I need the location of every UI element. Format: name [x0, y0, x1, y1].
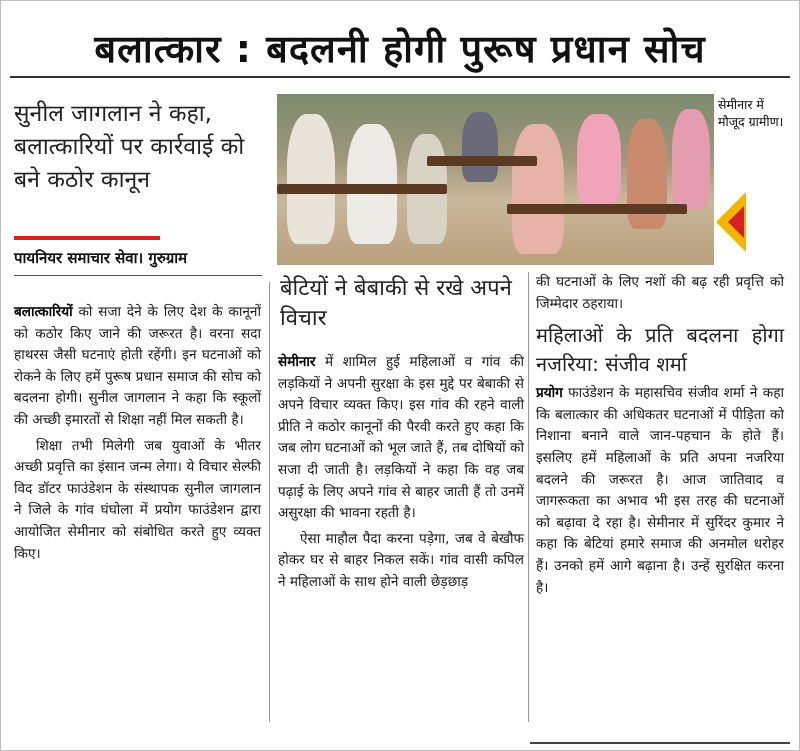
- byline: पायनियर समाचार सेवा। गुरुग्राम: [14, 249, 188, 267]
- lead-word: बलात्कारियों: [14, 304, 73, 320]
- column-divider: [269, 282, 270, 722]
- subheadline-accent-bar: [14, 236, 160, 240]
- headline-rule: [10, 76, 790, 78]
- headline: बलात्कार : बदलनी होगी पुरूष प्रधान सोच: [94, 27, 706, 71]
- lead-word: सेमीनार: [278, 354, 316, 370]
- subheadline: सुनील जागलान ने कहा, बलात्कारियों पर कार्रवाई को बने कठोर कानून: [14, 101, 245, 193]
- paragraph-text: में शामिल हुई महिलाओं व गांव की लड़कियों ने अपनी सुरक्षा के इस मुद्दे पर बेबाकी से अपने विचार व्यक्त किए। इस गांव की रहने वाली प्रीति ने कठोर कानूनों की पैरवी करते हुए कहा कि जब लोग घटनाओं को भूल जाते हैं, तब दोषियों को सजा दी जाती है। लड़कियों ने कहा कि वह जब पढ़ाई के लिए अपने गांव से बाहर जाती हैं तो उनमें असुरक्षा की भावना रहती है।: [278, 354, 524, 522]
- article-column-2: [278, 352, 524, 596]
- bottom-rule: [530, 742, 790, 744]
- paragraph-text: को सजा देने के लिए देश के कानूनों को कठोर किए जाने की जरूरत है। वरना सदा हाथरस जैसी घटनाएं होती रहेंगी। इन घटनाओं को रोकने के लिए हमें पुरूष प्रधान समाज की सोच को बदलना होगी। सुनील जागलान ने कहा कि स्कूलों की अच्छी इमारतों से शिक्षा नहीं मिल सकती है।: [14, 304, 261, 428]
- section-heading: बेटियों ने बेबाकी से रखे अपने विचार: [280, 276, 512, 331]
- photo-caption: सेमीनार में मौजूद ग्रामीण।: [718, 97, 784, 129]
- paragraph: की घटनाओं के लिए नशों की बढ़ रही प्रवृत्ति को जिम्मेदार ठहराया।: [536, 274, 784, 312]
- paragraph: [14, 302, 261, 432]
- caption-arrow-inner-icon: [728, 206, 744, 238]
- article-column-3: [536, 272, 784, 601]
- article-column-1: [14, 302, 261, 567]
- byline-rule: [14, 275, 262, 276]
- paragraph: [278, 352, 524, 525]
- paragraph: शिक्षा तभी मिलेगी जब युवाओं के भीतर अच्छी प्रवृत्ति का इंसान जन्म लेगा। ये विचार सेल्फी विद डॉटर फाउंडेशन के संस्थापक सुनील जागलान ने जिले के गांव घंघोला में प्रयोग फाउंडेशन द्वारा आयोजित सेमीनार को संबोधित करते हुए व्यक्त किए।: [14, 437, 261, 562]
- seminar-photo: [277, 94, 714, 265]
- paragraph: [536, 383, 784, 599]
- section-heading: महिलाओं के प्रति बदलना होगा नजरिया: संजीव शर्मा: [536, 323, 784, 377]
- lead-word: प्रयोग: [536, 385, 563, 402]
- column-divider: [528, 272, 529, 722]
- paragraph: ऐसा माहौल पैदा करना पड़ेगा, जब वे बेखौफ होकर घर से बाहर निकल सकें। गांव वासी कपिल ने महिलाओं के साथ होने वाली छेड़छाड़: [278, 530, 524, 590]
- paragraph-text: फाउंडेशन के महासचिव संजीव शर्मा ने कहा कि बलात्कार की अधिकतर घटनाओं में पीड़िता को निशाना बनाने वाले जान-पहचान के होते हैं। इसलिए हमें महिलाओं के प्रति अपना नजरिया बदलने की जरूरत है। आज जातिवाद व जागरूकता का अभाव भी इस तरह की घटनाओं को बढ़ावा दे रहा है। सेमीनार में सुरिंदर कुमार ने कहा कि बेटियां हमारे समाज की अनमोल धरोहर हैं। उनको हमें आगे बढ़ाना है। उन्हें सुरक्षित करना है।: [536, 385, 784, 596]
